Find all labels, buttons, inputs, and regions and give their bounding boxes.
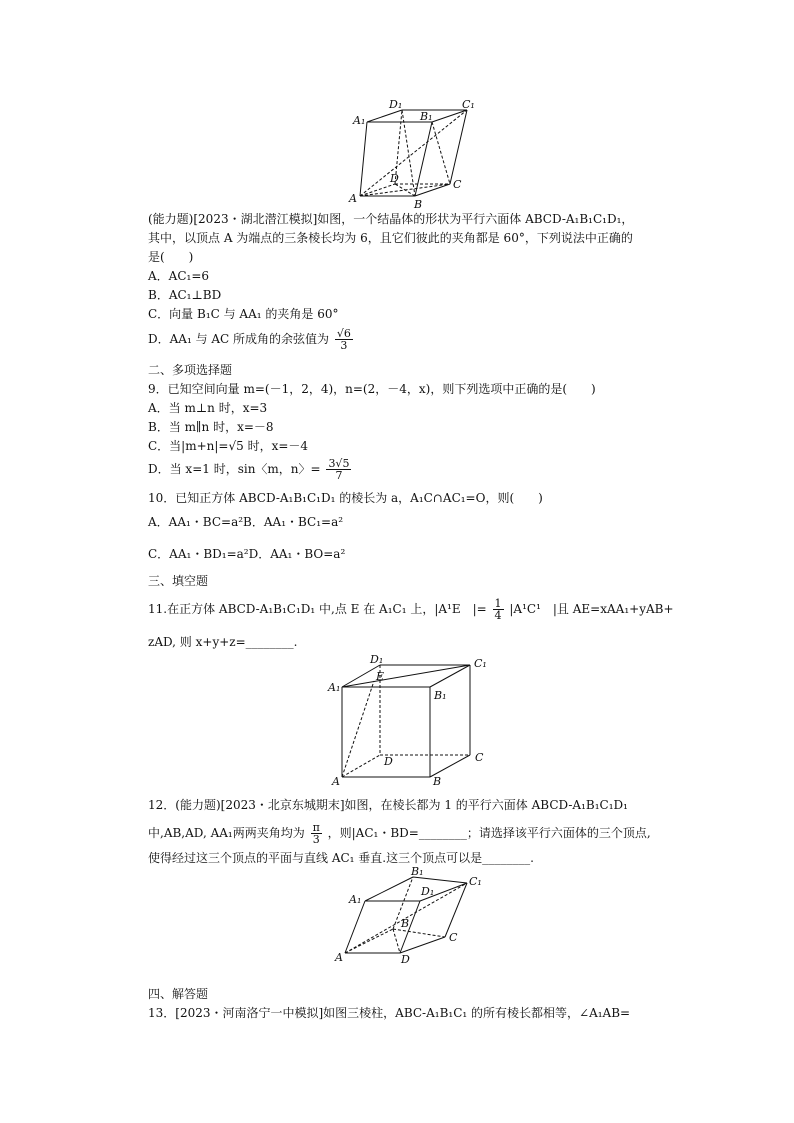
fig1-label-b: B	[414, 198, 423, 211]
q11-stem-post: |A¹C¹ |且 AE=xAA₁+yAB+	[509, 602, 674, 616]
ability-option-b: B．AC₁⊥BD	[148, 288, 222, 302]
fig2-label-d1: D₁	[370, 653, 384, 666]
q10-stem: 10．已知正方体 ABCD-A₁B₁C₁D₁ 的棱长为 a，A₁C∩AC₁=O，则( )	[148, 491, 543, 505]
q12-fraction-numerator: π	[312, 821, 320, 834]
q9-option-d-denominator: 7	[335, 469, 343, 482]
q12-fraction-denominator: 3	[312, 833, 320, 846]
figure-parallelepiped-1	[349, 96, 480, 211]
fig2-label-e: E	[376, 670, 385, 683]
fig3-label-c1: C₁	[469, 875, 482, 888]
q9-option-a: A．当 m⊥n 时，x=3	[148, 401, 268, 415]
q9-option-d-text: D．当 x=1 时，sin〈m，n〉=	[148, 462, 321, 476]
fig2-label-c1: C₁	[474, 657, 487, 670]
section-solution-title: 四、解答题	[148, 987, 209, 1001]
ability-option-d-fraction	[335, 328, 353, 351]
ability-option-d	[148, 328, 355, 351]
fig3-label-d: D	[401, 953, 410, 966]
q11-stem-pre: 11.在正方体 ABCD-A₁B₁C₁D₁ 中,点 E 在 A₁C₁ 上，|A¹E |=	[148, 602, 487, 616]
fig1-label-b1: B₁	[420, 110, 433, 123]
section-fill-blank-title: 三、填空题	[148, 574, 209, 588]
q11-stem-line2: zAD, 则 x+y+z=________.	[148, 635, 298, 649]
fig2-label-c: C	[475, 751, 484, 764]
ability-option-c: C．向量 B₁C 与 AA₁ 的夹角是 60°	[148, 307, 339, 321]
ability-option-d-numerator: √6	[336, 327, 351, 340]
q9-option-d-fraction	[326, 458, 351, 481]
fig1-label-a: A	[349, 192, 357, 205]
fig2-label-b1: B₁	[434, 689, 447, 702]
q13-stem: 13．[2023・河南洛宁一中模拟]如图三棱柱，ABC-A₁B₁C₁ 的所有棱长都相等，∠A₁AB=	[148, 1006, 631, 1020]
fig2-label-a: A	[332, 775, 340, 788]
fig3-label-d1: D₁	[421, 885, 435, 898]
fig3-label-a1: A₁	[349, 893, 362, 906]
q9-option-b: B．当 m∥n 时，x=－8	[148, 420, 274, 434]
q12-line2-post: ，则|AC₁・BD=________；请选择该平行六面体的三个顶点,	[327, 826, 651, 840]
fig3-label-a: A	[335, 951, 343, 964]
q12-line3: 使得经过这三个顶点的平面与直线 AC₁ 垂直.这三个顶点可以是________.	[148, 851, 534, 865]
q9-option-d	[148, 458, 353, 481]
ability-option-a: A．AC₁=6	[148, 269, 210, 283]
ability-question-line3: 是( )	[148, 250, 194, 264]
q11-fraction	[493, 598, 504, 621]
q10-options-ab: A．AA₁・BC=a²B．AA₁・BC₁=a²	[148, 515, 344, 529]
fig2-label-d: D	[384, 755, 393, 768]
fig3-label-c: C	[449, 931, 458, 944]
q12-line2	[148, 822, 651, 845]
fig1-label-d1: D₁	[389, 98, 403, 111]
q11-fraction-denominator: 4	[494, 609, 502, 622]
figure-cube	[328, 653, 490, 788]
ability-option-d-text: D．AA₁ 与 AC 所成角的余弦值为	[148, 332, 330, 346]
q12-line2-pre: 中,AB,AD, AA₁两两夹角均为	[148, 826, 305, 840]
fig1-label-d: D	[390, 172, 399, 185]
q9-option-c: C．当|m+n|=√5 时，x=－4	[148, 439, 309, 453]
ability-question-line2: 其中，以顶点 A 为端点的三条棱长均为 6，且它们彼此的夹角都是 60°，下列说法中正确的	[148, 231, 633, 245]
figure-parallelepiped-2	[335, 865, 495, 965]
q9-option-d-numerator: 3√5	[328, 457, 350, 470]
fig1-label-c: C	[453, 178, 462, 191]
fig3-label-b: B	[401, 917, 410, 930]
q12-fraction	[311, 822, 322, 845]
fig3-label-b1: B₁	[411, 865, 424, 878]
section-multiple-choice-title: 二、多项选择题	[148, 363, 233, 377]
q10-options-cd: C．AA₁・BD₁=a²D．AA₁・BO=a²	[148, 547, 346, 561]
fig2-label-a1: A₁	[328, 681, 341, 694]
fig2-label-b: B	[433, 775, 442, 788]
fig1-label-a1: A₁	[353, 114, 366, 127]
ability-question-line1: (能力题)[2023・湖北潜江模拟]如图，一个结晶体的形状为平行六面体 ABCD-A₁B₁C₁D₁，	[148, 212, 634, 226]
q9-stem: 9．已知空间向量 m=(－1，2，4)，n=(2，－4，x)，则下列选项中正确的是( )	[148, 382, 596, 396]
q11-fraction-numerator: 1	[494, 597, 502, 610]
q12-line1: 12．(能力题)[2023・北京东城期末]如图，在棱长都为 1 的平行六面体 ABCD-A₁B₁C₁D₁	[148, 798, 628, 812]
q11-stem-line1	[148, 598, 674, 621]
fig1-label-c1: C₁	[462, 98, 475, 111]
ability-option-d-denominator: 3	[340, 339, 348, 352]
